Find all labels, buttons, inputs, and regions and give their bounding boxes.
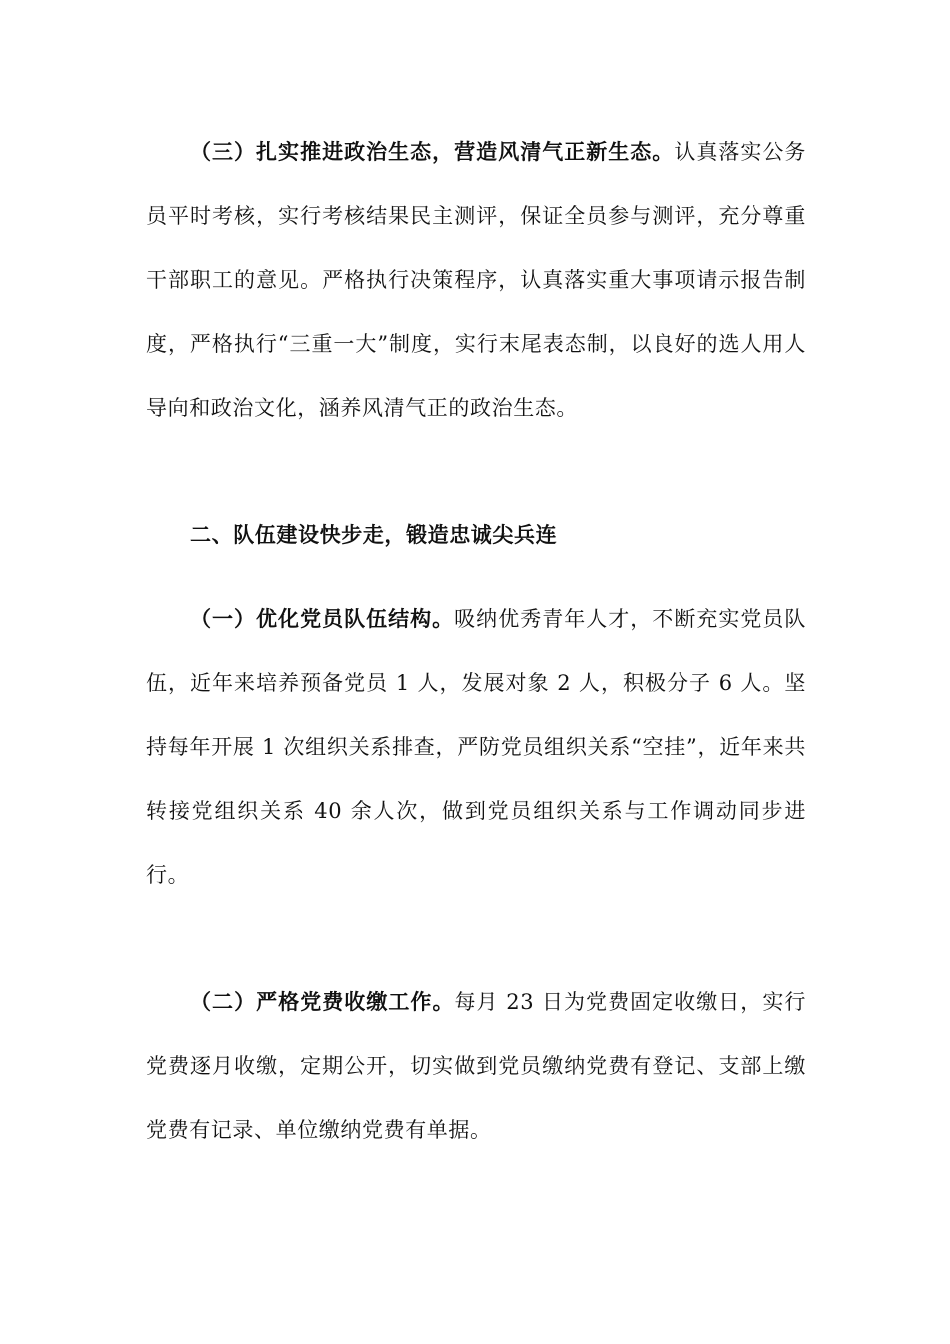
paragraph-section-3 xyxy=(146,120,806,440)
paragraph-lead: （一）优化党员队伍结构。 xyxy=(190,606,455,631)
paragraph-body: 认真落实公务员平时考核，实行考核结果民主测评，保证全员参与测评，充分尊重干部职工的意见。严格执行决策程序，认真落实重大事项请示报告制度，严格执行“三重一大”制度，实行末尾表态制，以良好的选人用人导向和政治文化，涵养风清气正的政治生态。 xyxy=(146,140,806,420)
paragraph-body: 每月 23 日为党费固定收缴日，实行党费逐月收缴，定期公开，切实做到党员缴纳党费有登记、支部上缴党费有记录、单位缴纳党费有单据。 xyxy=(146,990,806,1142)
paragraph-body: 吸纳优秀青年人才，不断充实党员队伍，近年来培养预备党员 1 人，发展对象 2 人，积极分子 6 人。坚持每年开展 1 次组织关系排查，严防党员组织关系“空挂”，近年来共转接党组织关系 40 余人次，做到党员组织关系与工作调动同步进行。 xyxy=(146,607,806,887)
paragraph-lead: （二）严格党费收缴工作。 xyxy=(190,989,455,1014)
paragraph-subsection-1 xyxy=(146,587,806,907)
section-heading-2: 二、队伍建设快步走，锻造忠诚尖兵连 xyxy=(190,522,558,547)
paragraph-lead: （三）扎实推进政治生态，营造风清气正新生态。 xyxy=(190,139,675,164)
paragraph-subsection-2 xyxy=(146,970,806,1162)
